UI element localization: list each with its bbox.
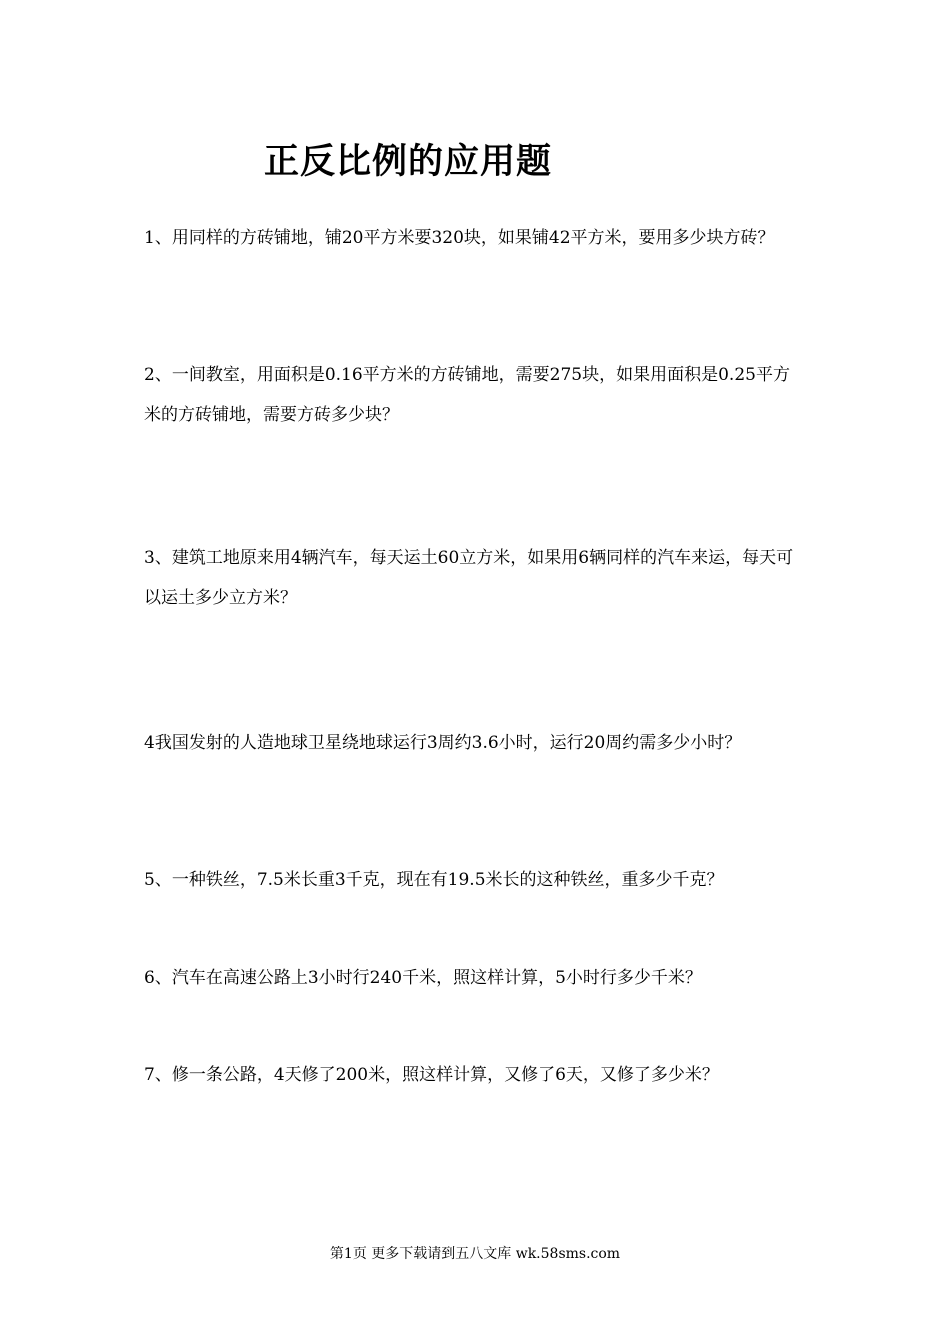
question-1: 1、用同样的方砖铺地，铺20平方米要320块，如果铺42平方米，要用多少块方砖？ (144, 228, 775, 248)
question-5: 5、一种铁丝，7.5米长重3千克，现在有19.5米长的这种铁丝，重多少千克？ (144, 870, 724, 890)
question-4: 4我国发射的人造地球卫星绕地球运行3周约3.6小时，运行20周约需多少小时？ (144, 733, 742, 753)
question-6: 6、汽车在高速公路上3小时行240千米，照这样计算，5小时行多少千米？ (144, 968, 702, 988)
question-7: 7、修一条公路，4天修了200米，照这样计算，又修了6天，又修了多少米？ (144, 1065, 719, 1085)
question-2: 2、一间教室，用面积是0.16平方米的方砖铺地，需要275块，如果用面积是0.25平方米的方砖铺地，需要方砖多少块？ (144, 365, 790, 425)
page-footer: 第1页 更多下载请到五八文库 wk.58sms.com (329, 1246, 621, 1262)
document-title: 正反比例的应用题 (264, 141, 553, 182)
question-3: 3、建筑工地原来用4辆汽车，每天运土60立方米，如果用6辆同样的汽车来运，每天可以运土多少立方米？ (144, 548, 794, 608)
